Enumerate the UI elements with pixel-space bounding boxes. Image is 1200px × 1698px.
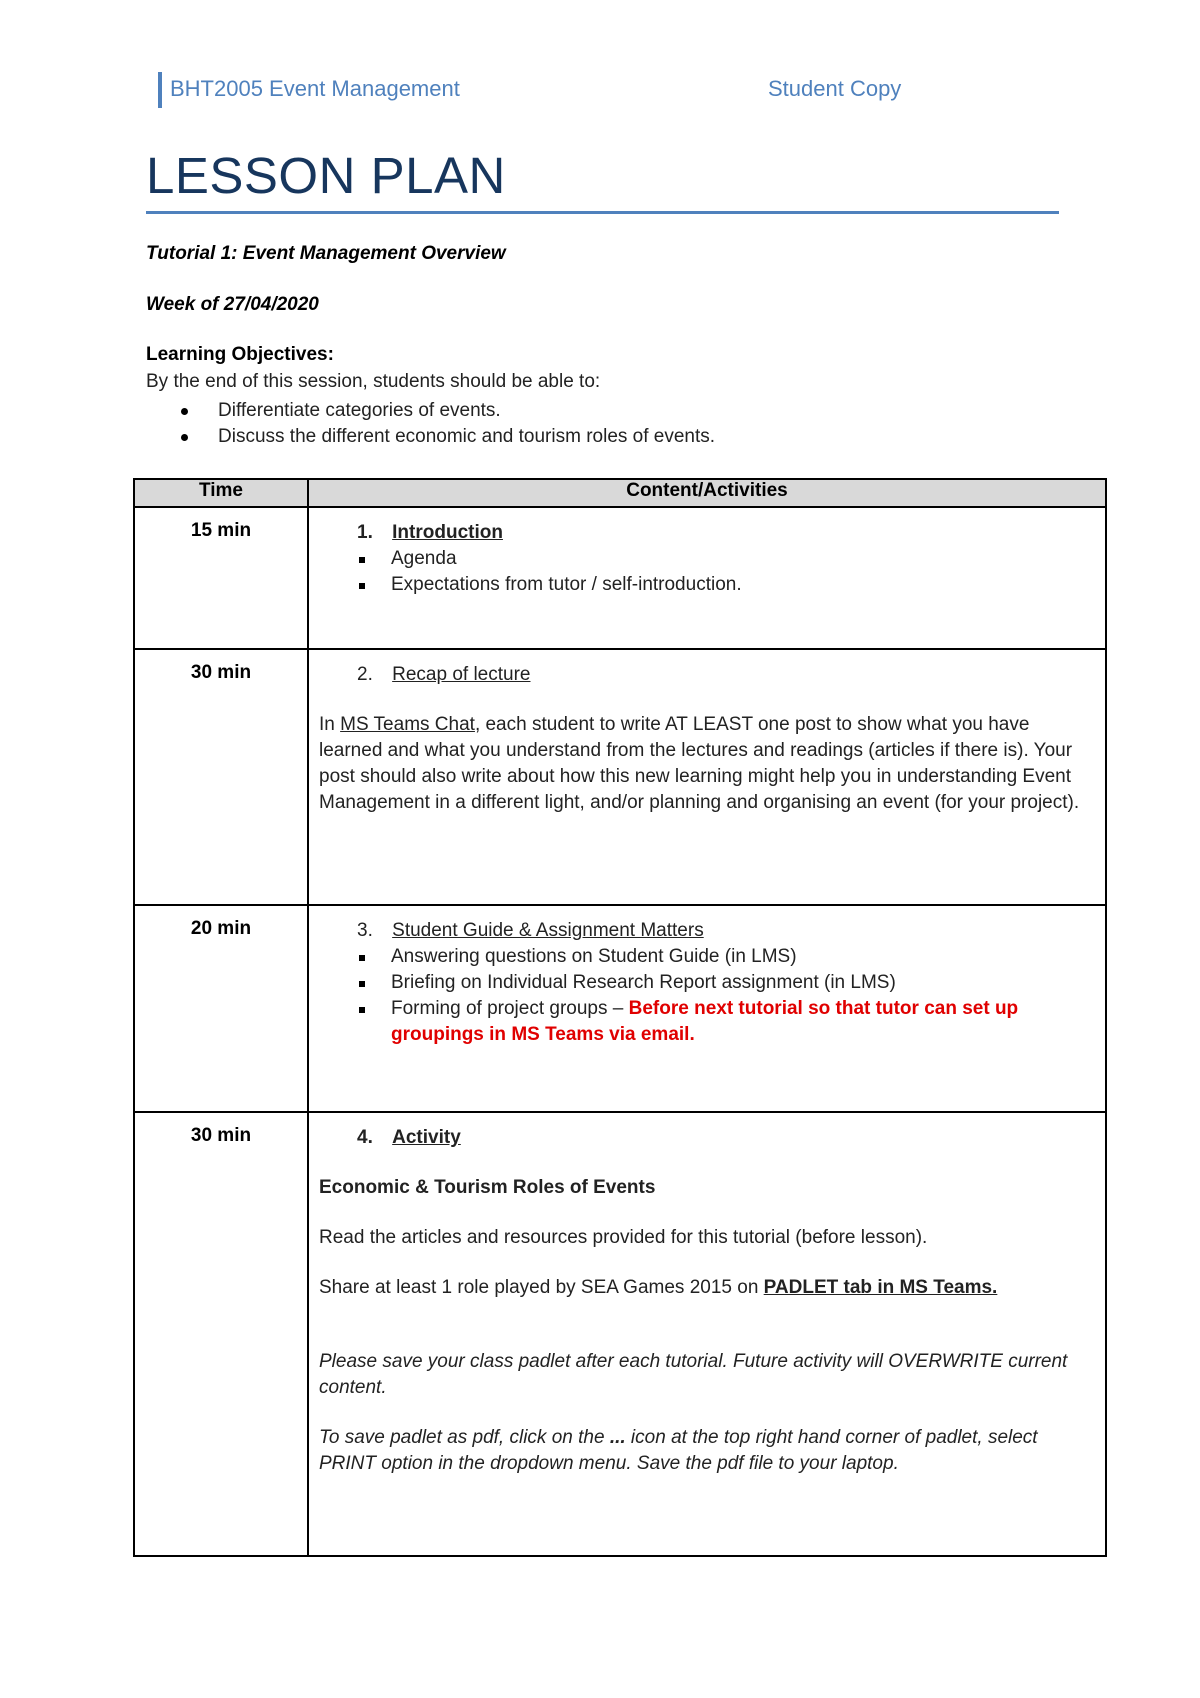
objectives-list [146, 398, 715, 450]
table-row [134, 905, 1106, 1112]
table-row [134, 1112, 1106, 1556]
copy-label: Student Copy [768, 76, 902, 101]
ms-teams-chat-link[interactable]: MS Teams Chat [340, 714, 475, 735]
header-accent-bar [158, 72, 162, 108]
course-name: BHT2005 Event Management [170, 76, 460, 101]
list-item: Answering questions on Student Guide (in LMS) [319, 944, 1095, 970]
objective-item: Discuss the different economic and tourism roles of events. [146, 424, 715, 450]
row-time: 30 min [134, 649, 308, 905]
page-title: LESSON PLAN [146, 147, 506, 204]
section-heading: 2. Recap of lecture [357, 664, 531, 685]
save-note: Please save your class padlet after each tutorial. Future activity will OVERWRITE current content. [319, 1351, 1068, 1398]
list-item: Forming of project groups – Before next tutorial so that tutor can set up groupings in MS Teams via email. [319, 996, 1095, 1048]
reading-instructions: Read the articles and resources provided for this tutorial (before lesson). [319, 1227, 928, 1248]
square-bullet-icon [359, 557, 365, 563]
padlet-tab-link[interactable]: PADLET tab in MS Teams. [763, 1277, 998, 1298]
recap-instructions: In MS Teams Chat, each student to write AT LEAST one post to show what you have learned and what you understand from the lectures and readings (articles if there is). Your post should also write about how this new learning might help you in understanding Event Management in a different light, and/or planning and organising an event (for your project). [319, 714, 1080, 813]
row-time: 15 min [134, 507, 308, 649]
row-content [308, 507, 1106, 649]
page-header [158, 72, 918, 108]
bullet-icon [181, 408, 188, 415]
tutorial-title: Tutorial 1: Event Management Overview [146, 243, 506, 264]
share-instructions: Share at least 1 role played by SEA Games 2015 on PADLET tab in MS Teams. [319, 1277, 998, 1298]
pdf-instructions: To save padlet as pdf, click on the ... icon at the top right hand corner of padlet, select PRINT option in the dropdown menu. Save the pdf file to your laptop. [319, 1427, 1038, 1474]
objective-item: Differentiate categories of events. [146, 398, 715, 424]
row-time: 30 min [134, 1112, 308, 1556]
row-time: 20 min [134, 905, 308, 1112]
list-item: Agenda [319, 546, 1095, 572]
section-heading: 1. Introduction [357, 522, 503, 543]
more-options-icon: ... [609, 1427, 626, 1448]
activity-subheading: Economic & Tourism Roles of Events [319, 1177, 656, 1198]
lesson-plan-table [133, 478, 1107, 1557]
title-rule [146, 211, 1059, 214]
header-time: Time [134, 479, 308, 507]
row-content [308, 649, 1106, 905]
square-bullet-icon [359, 583, 365, 589]
table-header-row [134, 479, 1106, 507]
table-row [134, 649, 1106, 905]
section-heading: 3. Student Guide & Assignment Matters [357, 920, 704, 941]
list-item: Expectations from tutor / self-introduction. [319, 572, 1095, 598]
objectives-intro: By the end of this session, students should be able to: [146, 371, 601, 392]
square-bullet-icon [359, 955, 365, 961]
bullet-icon [181, 434, 188, 441]
header-content: Content/Activities [308, 479, 1106, 507]
objectives-heading: Learning Objectives: [146, 344, 334, 365]
row-content [308, 1112, 1106, 1556]
table-row [134, 507, 1106, 649]
week-label: Week of 27/04/2020 [146, 294, 319, 315]
section-heading: 4. Activity [357, 1127, 461, 1148]
sub-list [319, 944, 1095, 1048]
square-bullet-icon [359, 981, 365, 987]
row-content [308, 905, 1106, 1112]
sub-list [319, 546, 1095, 598]
square-bullet-icon [359, 1007, 365, 1013]
list-item: Briefing on Individual Research Report assignment (in LMS) [319, 970, 1095, 996]
